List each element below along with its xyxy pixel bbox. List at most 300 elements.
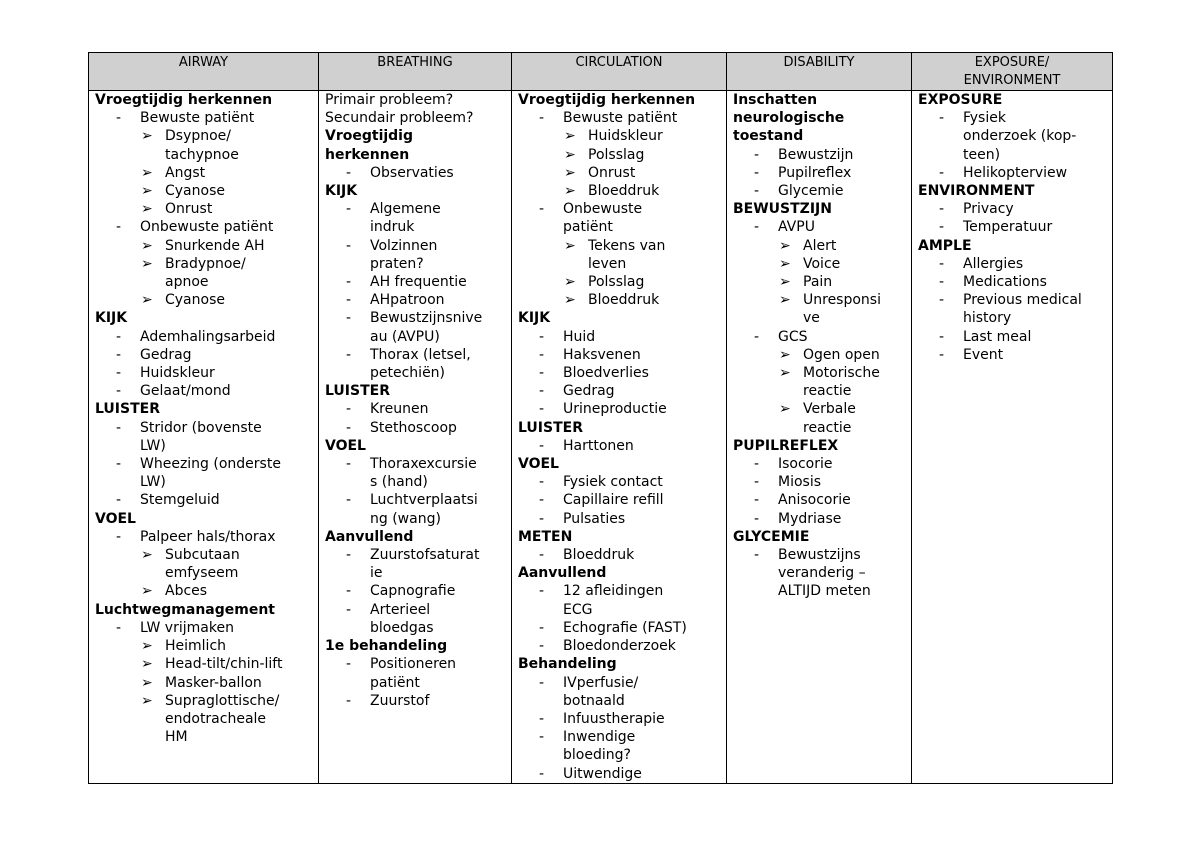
line-text: Previous medical — [963, 292, 1082, 309]
line-text: Temperatuur — [963, 219, 1053, 236]
line-text: Bradypnoe/ — [165, 255, 246, 272]
dash-bullet-icon: - — [754, 456, 760, 473]
line-text: neurologische — [733, 110, 845, 127]
dash-bullet-icon: - — [346, 492, 352, 509]
dash-bullet-icon: - — [939, 274, 945, 291]
dash-bullet-icon: - — [754, 183, 760, 200]
dash-bullet-icon: - — [939, 292, 945, 309]
dash-bullet-icon: - — [346, 401, 352, 418]
line-text: Ademhalingsarbeid — [140, 328, 276, 345]
list-item — [918, 200, 1108, 218]
sub-list-item — [95, 255, 314, 273]
list-item — [518, 109, 722, 127]
list-item — [325, 674, 507, 692]
arrow-bullet-icon: ➢ — [564, 146, 576, 163]
section-heading — [95, 601, 314, 619]
list-item — [325, 364, 507, 382]
line-text: Luchtwegmanagement — [95, 601, 276, 618]
line-text: Motorische — [803, 365, 880, 382]
line-text: leven — [588, 255, 627, 272]
header-breathing: BREATHING — [319, 53, 512, 91]
dash-bullet-icon: - — [116, 346, 122, 363]
list-item — [518, 346, 722, 364]
sub-list-item — [95, 692, 314, 710]
sub-list-item — [518, 237, 722, 255]
line-text: ECG — [563, 601, 593, 618]
section-heading — [518, 564, 722, 582]
line-text: Positioneren — [370, 656, 457, 673]
list-item — [733, 146, 907, 164]
line-text: history — [963, 310, 1012, 327]
dash-bullet-icon: - — [116, 365, 122, 382]
line-text: Fysiek — [963, 110, 1006, 127]
line-text: reactie — [803, 383, 852, 400]
line-text: Secundair probleem? — [325, 110, 474, 127]
list-item — [95, 109, 314, 127]
line-text: Volzinnen — [370, 237, 438, 254]
line-text: 12 afleidingen — [563, 583, 664, 600]
sub-list-item — [95, 237, 314, 255]
list-item — [518, 218, 722, 236]
sub-list-item — [733, 419, 907, 437]
list-item — [918, 328, 1108, 346]
section-heading — [325, 146, 507, 164]
list-item — [325, 455, 507, 473]
line-text: patiënt — [563, 219, 613, 236]
note-text — [325, 109, 507, 127]
list-item — [325, 655, 507, 673]
line-text: Voice — [803, 255, 841, 272]
section-heading — [733, 127, 907, 145]
list-item — [918, 127, 1108, 145]
line-text: patiënt — [370, 674, 420, 691]
arrow-bullet-icon: ➢ — [564, 128, 576, 145]
line-text: Polsslag — [588, 274, 645, 291]
dash-bullet-icon: - — [346, 656, 352, 673]
dash-bullet-icon: - — [539, 401, 545, 418]
sub-list-item — [95, 655, 314, 673]
line-text: Onrust — [588, 164, 636, 181]
list-item — [733, 491, 907, 509]
list-item — [325, 218, 507, 236]
arrow-bullet-icon: ➢ — [779, 365, 791, 382]
list-item — [325, 601, 507, 619]
sub-list-item — [95, 273, 314, 291]
dash-bullet-icon: - — [539, 674, 545, 691]
arrow-bullet-icon: ➢ — [141, 237, 153, 254]
dash-bullet-icon: - — [346, 547, 352, 564]
dash-bullet-icon: - — [346, 201, 352, 218]
line-text: EXPOSURE — [918, 92, 1003, 108]
line-text: au (AVPU) — [370, 328, 440, 345]
line-text: Zuurstofsaturat — [370, 547, 480, 564]
list-item — [518, 510, 722, 528]
list-item — [733, 582, 907, 600]
line-text: AHpatroon — [370, 292, 445, 309]
list-item — [733, 218, 907, 236]
arrow-bullet-icon: ➢ — [141, 656, 153, 673]
dash-bullet-icon: - — [346, 456, 352, 473]
list-item — [918, 346, 1108, 364]
line-text: Cyanose — [165, 292, 225, 309]
list-item — [325, 200, 507, 218]
sub-list-item — [733, 382, 907, 400]
line-text: botnaald — [563, 692, 625, 709]
dash-bullet-icon: - — [346, 419, 352, 436]
line-text: Cyanose — [165, 183, 225, 200]
dash-bullet-icon: - — [116, 110, 122, 127]
line-text: Vroegtijdig herkennen — [518, 92, 696, 108]
list-item — [325, 309, 507, 327]
line-text: Capillaire refill — [563, 492, 664, 509]
list-item — [325, 546, 507, 564]
line-text: Bloeddruk — [588, 183, 660, 200]
line-text: 1e behandeling — [325, 638, 448, 655]
list-item — [325, 619, 507, 637]
dash-bullet-icon: - — [939, 255, 945, 272]
line-text: Privacy — [963, 201, 1014, 218]
list-item — [918, 164, 1108, 182]
sub-list-item — [95, 582, 314, 600]
dash-bullet-icon: - — [539, 583, 545, 600]
list-item — [733, 546, 907, 564]
dash-bullet-icon: - — [754, 146, 760, 163]
list-item — [325, 491, 507, 509]
list-item — [918, 146, 1108, 164]
arrow-bullet-icon: ➢ — [779, 237, 791, 254]
dash-bullet-icon: - — [539, 201, 545, 218]
dash-bullet-icon: - — [346, 583, 352, 600]
list-item — [95, 437, 314, 455]
line-text: Stridor (bovenste — [140, 419, 262, 436]
sub-list-item — [733, 291, 907, 309]
line-text: Thoraxexcursie — [370, 456, 477, 473]
arrow-bullet-icon: ➢ — [141, 128, 153, 145]
arrow-bullet-icon: ➢ — [564, 237, 576, 254]
dash-bullet-icon: - — [754, 474, 760, 491]
column-breathing — [319, 91, 512, 784]
header-exposure-text: EXPOSURE/ ENVIRONMENT — [963, 55, 1061, 88]
line-text: Unresponsi — [803, 292, 881, 309]
line-text: Huidskleur — [588, 128, 663, 145]
line-text: Allergies — [963, 255, 1024, 272]
list-item — [733, 328, 907, 346]
section-heading — [325, 127, 507, 145]
line-text: teen) — [963, 146, 1001, 163]
list-item — [95, 328, 314, 346]
arrow-bullet-icon: ➢ — [141, 692, 153, 709]
arrow-bullet-icon: ➢ — [779, 292, 791, 309]
dash-bullet-icon: - — [539, 383, 545, 400]
line-text: Stethoscoop — [370, 419, 457, 436]
dash-bullet-icon: - — [539, 619, 545, 636]
line-text: indruk — [370, 219, 415, 236]
section-heading — [733, 109, 907, 127]
line-text: Observaties — [370, 164, 454, 181]
dash-bullet-icon: - — [939, 164, 945, 181]
line-text: Bewustzijnsnive — [370, 310, 483, 327]
line-text: VOEL — [95, 510, 136, 527]
list-item — [95, 491, 314, 509]
list-item — [918, 291, 1108, 309]
list-item — [95, 473, 314, 491]
list-item — [325, 510, 507, 528]
line-text: endotracheale — [165, 710, 267, 727]
list-item — [733, 510, 907, 528]
line-text: KIJK — [95, 310, 128, 327]
list-item — [518, 674, 722, 692]
section-heading — [95, 91, 314, 109]
line-text: Aanvullend — [325, 528, 414, 545]
arrow-bullet-icon: ➢ — [779, 255, 791, 272]
section-heading — [518, 528, 722, 546]
line-text: Ogen open — [803, 346, 880, 363]
dash-bullet-icon: - — [116, 528, 122, 545]
line-text: Infuustherapie — [563, 710, 665, 727]
line-text: Dsypnoe/ — [165, 128, 232, 145]
line-text: Medications — [963, 274, 1047, 291]
line-text: ENVIRONMENT — [918, 183, 1035, 200]
line-text: Heimlich — [165, 638, 227, 655]
sub-list-item — [518, 182, 722, 200]
arrow-bullet-icon: ➢ — [141, 547, 153, 564]
dash-bullet-icon: - — [346, 310, 352, 327]
line-text: HM — [165, 729, 188, 746]
sub-list-item — [95, 182, 314, 200]
sub-list-item — [95, 546, 314, 564]
dash-bullet-icon: - — [116, 456, 122, 473]
arrow-bullet-icon: ➢ — [141, 255, 153, 272]
dash-bullet-icon: - — [346, 692, 352, 709]
line-text: Harttonen — [563, 437, 634, 454]
dash-bullet-icon: - — [539, 710, 545, 727]
list-item — [95, 528, 314, 546]
arrow-bullet-icon: ➢ — [141, 638, 153, 655]
list-item — [325, 692, 507, 710]
line-text: Bewustzijns — [778, 547, 861, 564]
line-text: GLYCEMIE — [733, 528, 810, 545]
line-text: reactie — [803, 419, 852, 436]
dash-bullet-icon: - — [539, 365, 545, 382]
line-text: VOEL — [325, 437, 366, 454]
section-heading — [918, 182, 1108, 200]
line-text: LW) — [140, 474, 166, 491]
list-item — [95, 619, 314, 637]
list-item — [325, 255, 507, 273]
line-text: Stemgeluid — [140, 492, 220, 509]
line-text: IVperfusie/ — [563, 674, 639, 691]
section-heading — [518, 655, 722, 673]
section-heading — [95, 510, 314, 528]
arrow-bullet-icon: ➢ — [141, 183, 153, 200]
line-text: Pain — [803, 274, 833, 291]
list-item — [325, 273, 507, 291]
list-item — [325, 328, 507, 346]
line-text: Onbewuste patiënt — [140, 219, 274, 236]
list-item — [325, 564, 507, 582]
list-item — [918, 273, 1108, 291]
line-text: Supraglottische/ — [165, 692, 280, 709]
line-text: emfyseem — [165, 565, 239, 582]
arrow-bullet-icon: ➢ — [779, 346, 791, 363]
dash-bullet-icon: - — [116, 328, 122, 345]
line-text: ALTIJD meten — [778, 583, 871, 600]
dash-bullet-icon: - — [346, 274, 352, 291]
section-heading — [325, 637, 507, 655]
dash-bullet-icon: - — [539, 110, 545, 127]
line-text: AMPLE — [918, 237, 972, 254]
line-text: AVPU — [778, 219, 815, 236]
sub-list-item — [733, 346, 907, 364]
list-item — [518, 582, 722, 600]
line-text: Inwendige — [563, 729, 636, 746]
dash-bullet-icon: - — [539, 547, 545, 564]
line-text: s (hand) — [370, 474, 428, 491]
line-text: Last meal — [963, 328, 1032, 345]
dash-bullet-icon: - — [346, 237, 352, 254]
section-heading — [733, 528, 907, 546]
section-heading — [918, 237, 1108, 255]
line-text: VOEL — [518, 456, 559, 473]
note-text — [325, 91, 507, 109]
sub-list-item — [95, 146, 314, 164]
line-text: Alert — [803, 237, 837, 254]
section-heading — [325, 382, 507, 400]
arrow-bullet-icon: ➢ — [564, 274, 576, 291]
header-exposure-environment — [912, 53, 1113, 91]
line-text: Angst — [165, 164, 206, 181]
dash-bullet-icon: - — [539, 510, 545, 527]
list-item — [518, 728, 722, 746]
line-text: Bewuste patiënt — [140, 110, 255, 127]
line-text: Aanvullend — [518, 565, 607, 582]
arrow-bullet-icon: ➢ — [564, 164, 576, 181]
line-text: Echografie (FAST) — [563, 619, 687, 636]
line-text: herkennen — [325, 146, 410, 163]
line-text: METEN — [518, 528, 573, 545]
line-text: Palpeer hals/thorax — [140, 528, 276, 545]
list-item — [518, 765, 722, 783]
dash-bullet-icon: - — [754, 164, 760, 181]
list-item — [325, 419, 507, 437]
dash-bullet-icon: - — [346, 164, 352, 181]
list-item — [95, 382, 314, 400]
line-text: Pulsaties — [563, 510, 626, 527]
line-text: petechiën) — [370, 365, 446, 382]
list-item — [918, 109, 1108, 127]
line-text: Behandeling — [518, 656, 617, 673]
line-text: LW) — [140, 437, 166, 454]
sub-list-item — [95, 164, 314, 182]
line-text: Bewuste patiënt — [563, 110, 678, 127]
list-item — [95, 364, 314, 382]
dash-bullet-icon: - — [754, 547, 760, 564]
line-text: Primair probleem? — [325, 92, 454, 108]
dash-bullet-icon: - — [939, 219, 945, 236]
section-heading — [95, 309, 314, 327]
dash-bullet-icon: - — [539, 346, 545, 363]
line-text: ie — [370, 565, 383, 582]
list-item — [95, 346, 314, 364]
sub-list-item — [95, 728, 314, 746]
list-item — [733, 182, 907, 200]
line-text: Kreunen — [370, 401, 429, 418]
line-text: Isocorie — [778, 456, 833, 473]
dash-bullet-icon: - — [539, 328, 545, 345]
list-item — [918, 218, 1108, 236]
arrow-bullet-icon: ➢ — [779, 401, 791, 418]
line-text: Gedrag — [140, 346, 192, 363]
list-item — [518, 328, 722, 346]
line-text: KIJK — [518, 310, 551, 327]
list-item — [518, 200, 722, 218]
column-airway — [89, 91, 319, 784]
list-item — [518, 491, 722, 509]
dash-bullet-icon: - — [346, 292, 352, 309]
list-item — [733, 164, 907, 182]
line-text: Onrust — [165, 201, 213, 218]
line-text: Event — [963, 346, 1004, 363]
arrow-bullet-icon: ➢ — [141, 292, 153, 309]
dash-bullet-icon: - — [539, 729, 545, 746]
section-heading — [733, 91, 907, 109]
line-text: GCS — [778, 328, 808, 345]
line-text: AH frequentie — [370, 274, 467, 291]
list-item — [95, 419, 314, 437]
sub-list-item — [518, 146, 722, 164]
dash-bullet-icon: - — [116, 619, 122, 636]
line-text: bloedgas — [370, 619, 434, 636]
list-item — [733, 473, 907, 491]
section-heading — [325, 182, 507, 200]
list-item — [325, 346, 507, 364]
line-text: BEWUSTZIJN — [733, 201, 832, 218]
list-item — [518, 382, 722, 400]
sub-list-item — [95, 291, 314, 309]
line-text: apnoe — [165, 274, 209, 291]
line-text: Huidskleur — [140, 365, 215, 382]
line-text: Gelaat/mond — [140, 383, 231, 400]
line-text: Verbale — [803, 401, 856, 418]
line-text: Masker-ballon — [165, 674, 262, 691]
list-item — [733, 564, 907, 582]
line-text: LUISTER — [95, 401, 160, 418]
sub-list-item — [95, 637, 314, 655]
line-text: Bloedverlies — [563, 365, 649, 382]
dash-bullet-icon: - — [539, 474, 545, 491]
sub-list-item — [518, 164, 722, 182]
dash-bullet-icon: - — [939, 328, 945, 345]
line-text: ve — [803, 310, 820, 327]
section-heading — [518, 309, 722, 327]
header-disability: DISABILITY — [727, 53, 912, 91]
header-row — [89, 53, 1113, 91]
list-item — [325, 473, 507, 491]
list-item — [518, 400, 722, 418]
line-text: toestand — [733, 128, 804, 145]
list-item — [518, 364, 722, 382]
list-item — [518, 601, 722, 619]
line-text: PUPILREFLEX — [733, 437, 839, 454]
arrow-bullet-icon: ➢ — [779, 274, 791, 291]
list-item — [518, 637, 722, 655]
section-heading — [733, 437, 907, 455]
header-airway: AIRWAY — [89, 53, 319, 91]
list-item — [518, 619, 722, 637]
line-text: Inschatten — [733, 92, 818, 108]
sub-list-item — [95, 564, 314, 582]
list-item — [325, 582, 507, 600]
